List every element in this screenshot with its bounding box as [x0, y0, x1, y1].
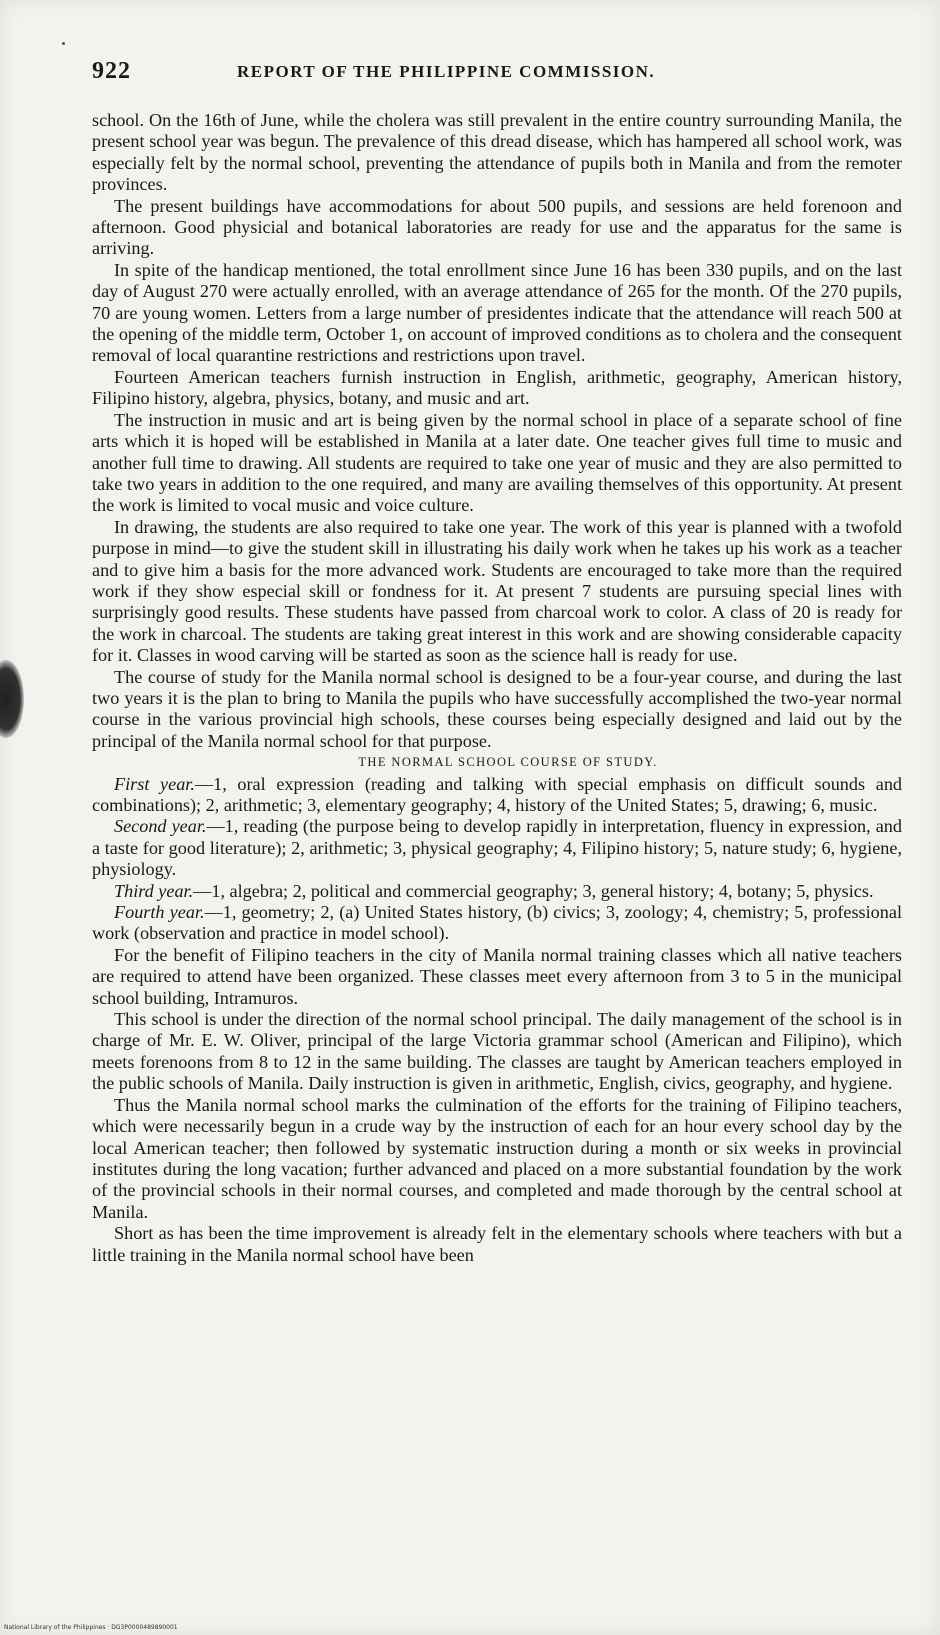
course-year-label: Second year.: [114, 816, 207, 837]
course-year-label: Third year.: [114, 880, 194, 901]
course-year-label: Fourth year.: [114, 902, 205, 923]
course-first-year: [92, 774, 902, 817]
course-second-year: [92, 816, 902, 880]
page-number: 922: [92, 58, 131, 84]
course-year-text: —1, reading (the purpose being to develop rapidly in interpretation, fluency in expression, and a taste for good literature); 2, arithmetic; 3, physical geography; 4, Filipino history; 5, nature study; 6, hygiene, physiology.: [92, 816, 902, 880]
paragraph-3: In spite of the handicap mentioned, the total enrollment since June 16 has been 330 pupils, and on the last day of August 270 were actually enrolled, with an average attendance of 265 for the month. Of the 270 pupils, 70 are young women. Letters from a large number of presidentes indicate that the attendance will reach 500 at the opening of the middle term, October 1, on account of improved conditions as to cholera and the consequent removal of local quarantine restrictions and restrictions upon travel.: [92, 259, 902, 366]
course-third-year: [92, 881, 902, 902]
paragraph-5: The instruction in music and art is being given by the normal school in place of a separate school of fine arts which it is hoped will be established in Manila at a later date. One teacher gives full time to music and another full time to drawing. All students are required to take one year of music and they are also permitted to take two years in addition to the one required, and many are availing themselves of this opportunity. At present the work is limited to vocal music and voice culture.: [92, 409, 902, 516]
course-year-text: —1, oral expression (reading and talking with special emphasis on difficult sounds and combinations); 2, arithmetic; 3, elementary geography; 4, history of the United States; 5, drawing; 6, music.: [92, 773, 903, 815]
scan-smudge: [0, 660, 24, 738]
course-fourth-year: [92, 902, 902, 945]
course-year-text: —1, geometry; 2, (a) United States history, (b) civics; 3, zoology; 4, chemistry; 5, professional work (observation and practice in model school).: [92, 902, 902, 944]
closing-paragraph-1: For the benefit of Filipino teachers in the city of Manila normal training classes which all native teachers are required to attend have been organized. These classes meet every afternoon from 3 to 5 in the municipal school building, Intramuros.: [92, 944, 902, 1008]
ink-speck: [62, 42, 65, 45]
paragraph-6: In drawing, the students are also required to take one year. The work of this year is planned with a twofold purpose in mind—to give the student skill in illustrating his daily work when he takes up his work as a teacher and to give him a basis for the more advanced work. Students are encouraged to take more than the required work if they show especial skill or fondness for it. At present 7 students are pursuing special lines with surprisingly good results. These students have passed from charcoal work to color. A class of 20 is ready for the work in charcoal. The students are taking great interest in this work and are showing considerable capacity for it. Classes in wood carving will be started as soon as the science hall is ready for use.: [92, 516, 902, 666]
closing-paragraph-3: Thus the Manila normal school marks the culmination of the efforts for the training of Filipino teachers, which were necessarily begun in a crude way by the instruction of each for an hour every school day by the local American teacher; then followed by systematic instruction during a month or six weeks in provincial institutes during the long vacation; further advanced and placed on a more substantial foundation by the work of the provincial schools in their normal courses, and completed and made thorough by the central school at Manila.: [92, 1094, 902, 1222]
closing-paragraph-4: Short as has been the time improvement is already felt in the elementary schools where teachers with but a little training in the Manila normal school have been: [92, 1223, 902, 1265]
body-text: [92, 110, 902, 1266]
paragraph-4: Fourteen American teachers furnish instruction in English, arithmetic, geography, American history, Filipino history, algebra, physics, botany, and music and art.: [92, 366, 902, 409]
running-head: REPORT OF THE PHILIPPINE COMMISSION.: [237, 62, 656, 81]
paragraph-1: school. On the 16th of June, while the cholera was still prevalent in the entire country surrounding Manila, the present school year was begun. The prevalence of this dread disease, which has hampered all school work, was especially felt by the normal school, preventing the attendance of pupils both in Manila and from the remoter provinces.: [92, 110, 902, 195]
section-heading: THE NORMAL SCHOOL COURSE OF STUDY.: [358, 755, 658, 770]
course-year-label: First year.: [114, 773, 195, 794]
page-header: [92, 58, 902, 98]
closing-paragraph-2: This school is under the direction of the normal school principal. The daily management of the school is in charge of Mr. E. W. Oliver, principal of the large Victoria grammar school (American and Filipino), which meets forenoons from 8 to 12 in the same building. The classes are taught by American teachers employed in the public schools of Manila. Daily instruction is given in arithmetic, English, civics, geography, and hygiene.: [92, 1009, 902, 1094]
paragraph-2: The present buildings have accommodations for about 500 pupils, and sessions are held forenoon and afternoon. Good physicial and botanical laboratories are ready for use and the apparatus for the same is arriving.: [92, 195, 902, 259]
scan-footer: National Library of the Philippines · DG3P0000489890001: [4, 1624, 178, 1631]
paragraph-7: The course of study for the Manila normal school is designed to be a four-year course, and during the last two years it is the plan to bring to Manila the pupils who have successfully accomplished the two-year normal course in the various provincial high schools, these courses being especially designed and laid out by the principal of the Manila normal school for that purpose.: [92, 666, 902, 751]
course-year-text: —1, algebra; 2, political and commercial geography; 3, general history; 4, botany; 5, physics.: [193, 880, 874, 901]
